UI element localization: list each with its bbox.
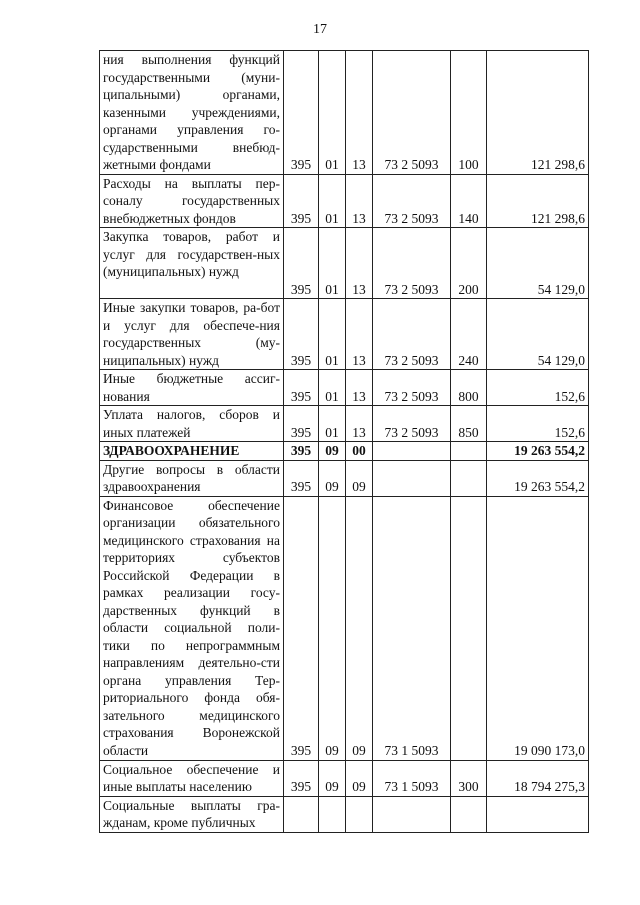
- amount: 19 090 173,0: [487, 496, 589, 760]
- item-name: Социальное обеспечение и иные выплаты населению: [100, 760, 284, 796]
- expense-type-code: [451, 460, 487, 496]
- item-name: ЗДРАВООХРАНЕНИЕ: [100, 442, 284, 461]
- expense-type-code: [451, 496, 487, 760]
- subsection-code: 09: [346, 496, 373, 760]
- expense-type-code: 800: [451, 370, 487, 406]
- subsection-code: 13: [346, 174, 373, 228]
- section-code: 01: [319, 406, 346, 442]
- subsection-code: 09: [346, 760, 373, 796]
- section-code: 09: [319, 442, 346, 461]
- target-article-code: 73 2 5093: [373, 370, 451, 406]
- page-number: 17: [313, 22, 327, 37]
- item-name: Иные бюджетные ассиг-нования: [100, 370, 284, 406]
- expense-type-code: [451, 442, 487, 461]
- ministry-code: 395: [284, 51, 319, 175]
- expense-type-code: 100: [451, 51, 487, 175]
- amount: [487, 796, 589, 832]
- subsection-code: [346, 796, 373, 832]
- table-row: [100, 51, 589, 175]
- target-article-code: 73 1 5093: [373, 760, 451, 796]
- subsection-code: 13: [346, 228, 373, 299]
- amount: 19 263 554,2: [487, 460, 589, 496]
- subsection-code: 13: [346, 299, 373, 370]
- table-row: [100, 460, 589, 496]
- section-code: [319, 796, 346, 832]
- item-name: Закупка товаров, работ и услуг для государствен-ных (муниципальных) нужд: [100, 228, 284, 299]
- table-row: [100, 496, 589, 760]
- subsection-code: 13: [346, 370, 373, 406]
- target-article-code: 73 2 5093: [373, 174, 451, 228]
- subsection-code: 09: [346, 460, 373, 496]
- budget-table: [99, 50, 589, 833]
- table-row: [100, 406, 589, 442]
- target-article-code: [373, 442, 451, 461]
- table-row: [100, 228, 589, 299]
- target-article-code: [373, 796, 451, 832]
- target-article-code: 73 2 5093: [373, 299, 451, 370]
- section-code: 01: [319, 228, 346, 299]
- amount: 54 129,0: [487, 299, 589, 370]
- ministry-code: 395: [284, 406, 319, 442]
- section-code: 01: [319, 370, 346, 406]
- ministry-code: 395: [284, 174, 319, 228]
- item-name: Финансовое обеспечение организации обязательного медицинского страхования на территориях субъектов Российской Федерации в рамках реализации госу-дарственных функций в области социальной поли-тики по непрограммным направлениям деятельно-сти органа управления Тер-риториального фонда обя-зательного медицинского страхования Воронежской области: [100, 496, 284, 760]
- ministry-code: 395: [284, 228, 319, 299]
- item-name: Уплата налогов, сборов и иных платежей: [100, 406, 284, 442]
- amount: 54 129,0: [487, 228, 589, 299]
- subsection-code: 00: [346, 442, 373, 461]
- section-code: 09: [319, 460, 346, 496]
- subsection-code: 13: [346, 406, 373, 442]
- ministry-code: 395: [284, 442, 319, 461]
- expense-type-code: 850: [451, 406, 487, 442]
- table-row: [100, 299, 589, 370]
- ministry-code: 395: [284, 496, 319, 760]
- ministry-code: [284, 796, 319, 832]
- target-article-code: 73 2 5093: [373, 51, 451, 175]
- ministry-code: 395: [284, 299, 319, 370]
- section-code: 01: [319, 174, 346, 228]
- target-article-code: 73 2 5093: [373, 228, 451, 299]
- ministry-code: 395: [284, 760, 319, 796]
- item-name: Иные закупки товаров, ра-бот и услуг для обеспече-ния государственных (му-ниципальных) нужд: [100, 299, 284, 370]
- ministry-code: 395: [284, 370, 319, 406]
- section-code: 09: [319, 496, 346, 760]
- target-article-code: 73 2 5093: [373, 406, 451, 442]
- section-code: 01: [319, 51, 346, 175]
- target-article-code: 73 1 5093: [373, 496, 451, 760]
- table-row: [100, 370, 589, 406]
- amount: 18 794 275,3: [487, 760, 589, 796]
- expense-type-code: 140: [451, 174, 487, 228]
- amount: 19 263 554,2: [487, 442, 589, 461]
- table-row: [100, 796, 589, 832]
- amount: 121 298,6: [487, 51, 589, 175]
- item-name: ния выполнения функций государственными (муни-ципальными) органами, казенными учреждениями, органами управления го-сударственными внебюд-жетными фондами: [100, 51, 284, 175]
- expense-type-code: 300: [451, 760, 487, 796]
- item-name: Другие вопросы в области здравоохранения: [100, 460, 284, 496]
- expense-type-code: [451, 796, 487, 832]
- amount: 121 298,6: [487, 174, 589, 228]
- amount: 152,6: [487, 406, 589, 442]
- table-row: [100, 174, 589, 228]
- item-name: Расходы на выплаты пер-соналу государственных внебюджетных фондов: [100, 174, 284, 228]
- target-article-code: [373, 460, 451, 496]
- subsection-code: 13: [346, 51, 373, 175]
- table-row: [100, 760, 589, 796]
- expense-type-code: 200: [451, 228, 487, 299]
- section-code: 01: [319, 299, 346, 370]
- amount: 152,6: [487, 370, 589, 406]
- section-code: 09: [319, 760, 346, 796]
- expense-type-code: 240: [451, 299, 487, 370]
- ministry-code: 395: [284, 460, 319, 496]
- item-name: Социальные выплаты гра-жданам, кроме публичных: [100, 796, 284, 832]
- table-row: [100, 442, 589, 461]
